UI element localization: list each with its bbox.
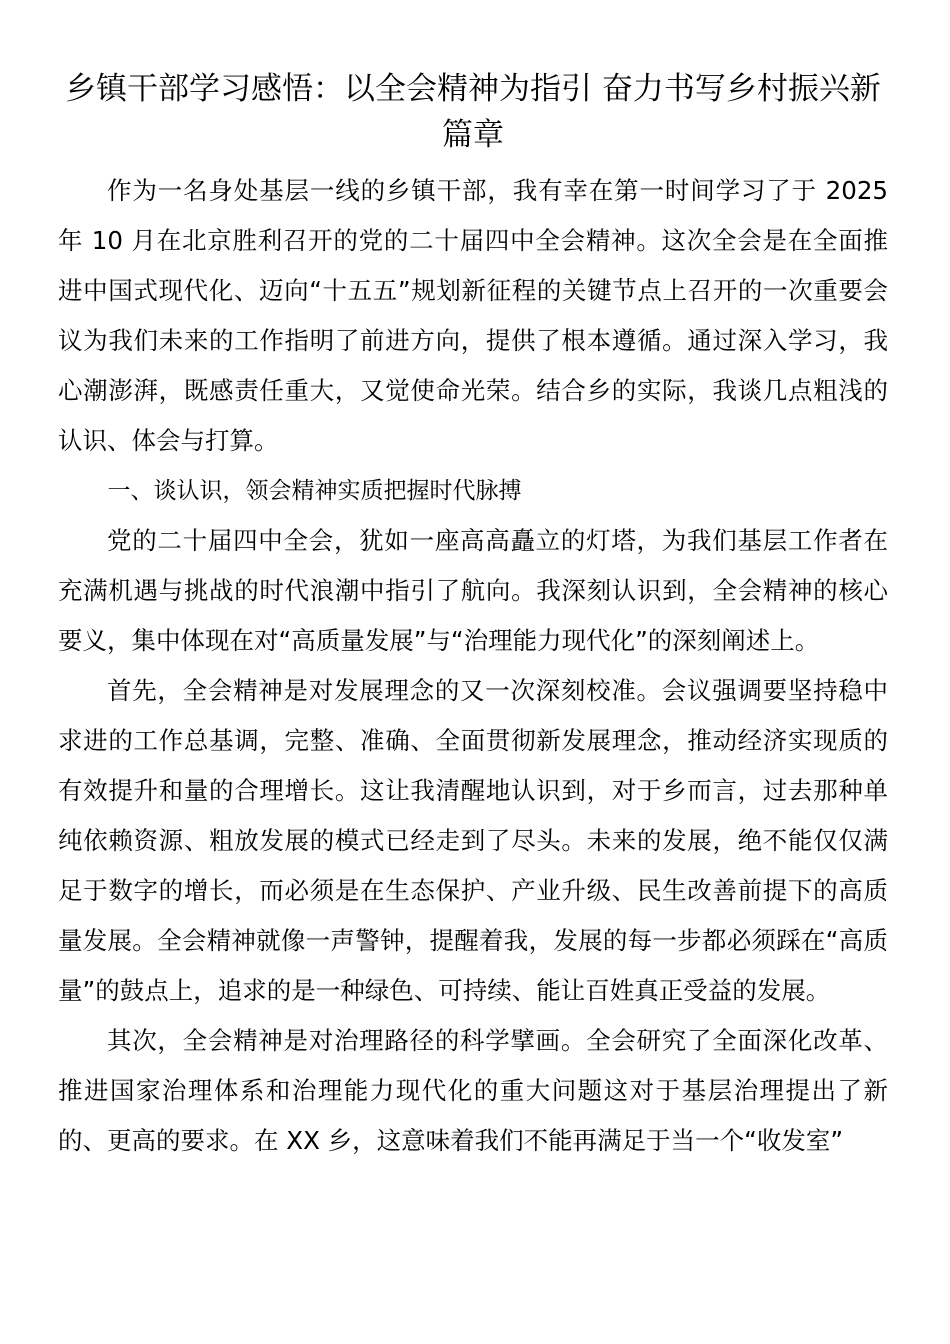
paragraph-intro: 作为一名身处基层一线的乡镇干部，我有幸在第一时间学习了于 2025 年 10 月在北京胜利召开的党的二十届四中全会精神。这次全会是在全面推进中国式现代化、迈向“十五五”规划新征程的关键节点上召开的一次重要会议为我们未来的工作指明了前进方向，提供了根本遵循。通过深入学习，我心潮澎湃，既感责任重大，又觉使命光荣。结合乡的实际，我谈几点粗浅的认识、体会与打算。 [58, 176, 888, 455]
section-heading: 一、谈认识，领会精神实质把握时代脉搏 [107, 478, 522, 504]
document-title: 乡镇干部学习感悟：以全会精神为指引 奋力书写乡村振兴新篇章 [65, 71, 881, 153]
paragraph-first: 首先，全会精神是对发展理念的又一次深刻校准。会议强调要坚持稳中求进的工作总基调，完整、准确、全面贯彻新发展理念，推动经济实现质的有效提升和量的合理增长。这让我清醒地认识到，对于乡而言，过去那种单纯依赖资源、粗放发展的模式已经走到了尽头。未来的发展，绝不能仅仅满足于数字的增长，而必须是在生态保护、产业升级、民生改善前提下的高质量发展。全会精神就像一声警钟，提醒着我，发展的每一步都必须踩在“高质量”的鼓点上，追求的是一种绿色、可持续、能让百姓真正受益的发展。 [58, 676, 888, 1005]
paragraph-second: 其次，全会精神是对治理路径的科学擘画。全会研究了全面深化改革、推进国家治理体系和治理能力现代化的重大问题这对于基层治理提出了新的、更高的要求。在 XX 乡，这意味着我们不能再满足于当一个“收发室” [58, 1026, 888, 1155]
paragraph-lighthouse: 党的二十届四中全会，犹如一座高高矗立的灯塔，为我们基层工作者在充满机遇与挑战的时代浪潮中指引了航向。我深刻认识到，全会精神的核心要义，集中体现在对“高质量发展”与“治理能力现代化”的深刻阐述上。 [58, 526, 888, 655]
document-page [58, 66, 888, 1166]
